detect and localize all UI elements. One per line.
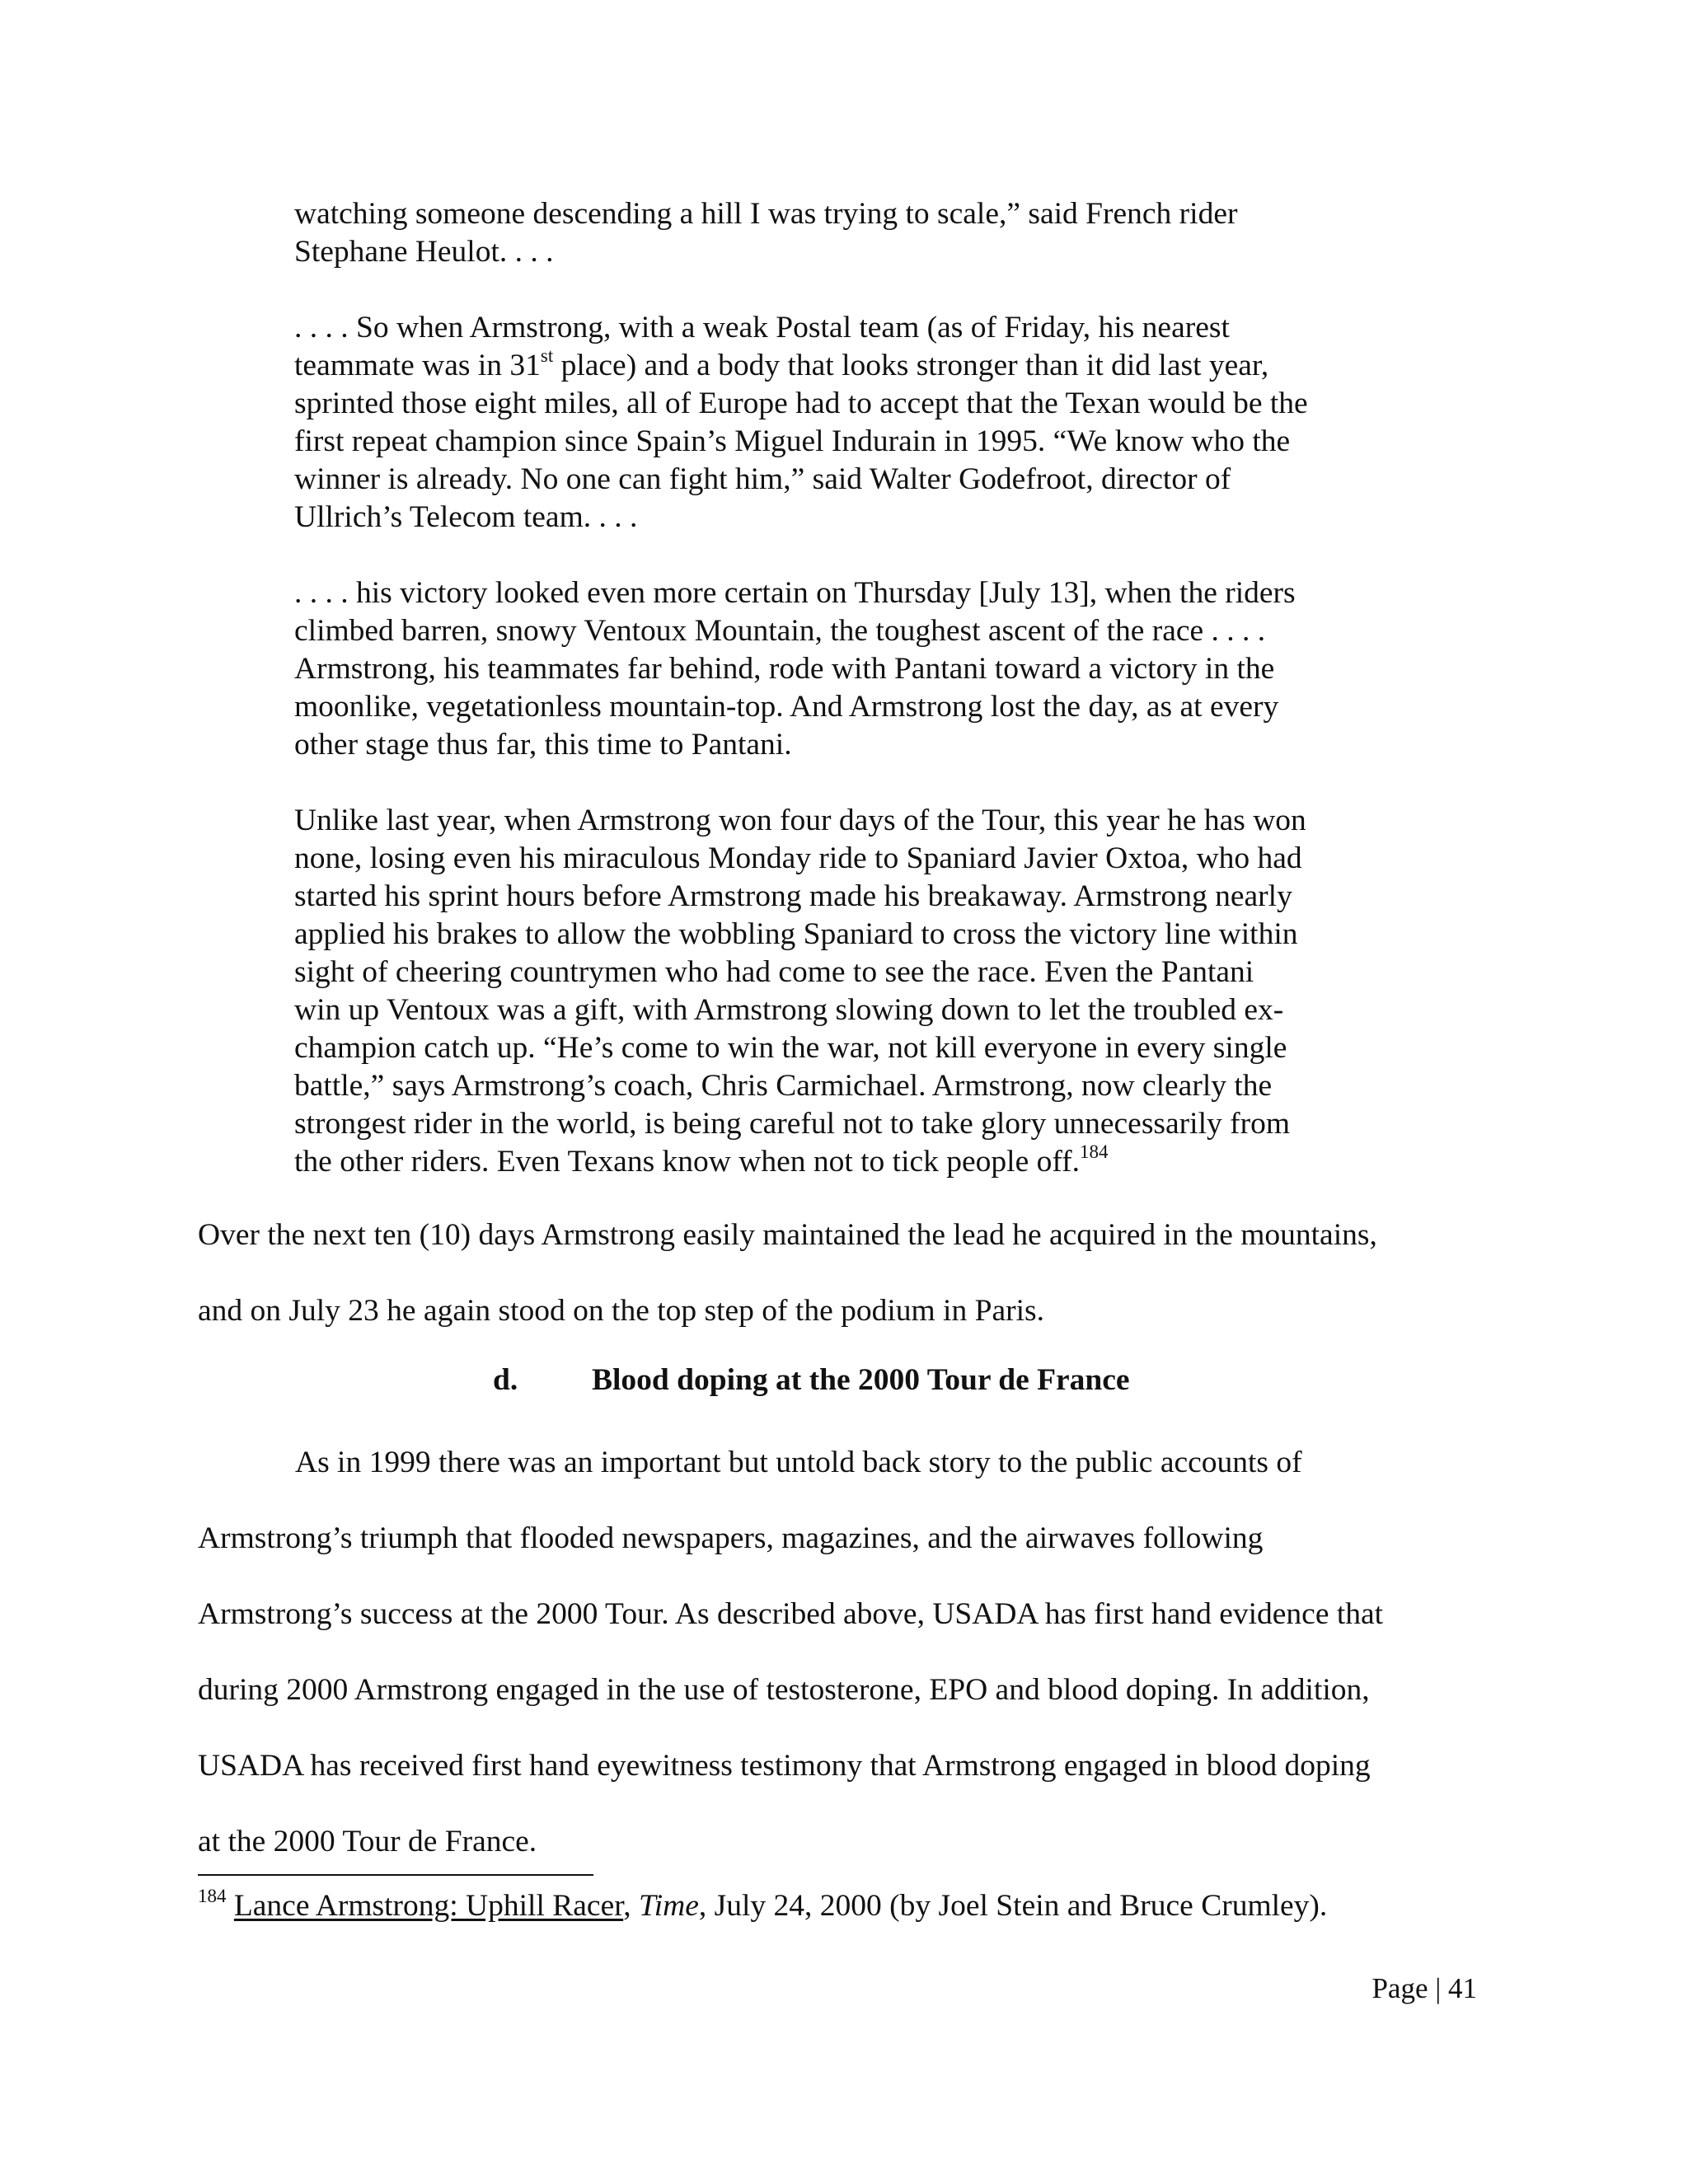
quote-line: Unlike last year, when Armstrong won four days of the Tour, this year he has won xyxy=(294,804,1306,837)
quote-line: started his sprint hours before Armstrong made his breakaway. Armstrong nearly xyxy=(294,879,1292,913)
section-heading xyxy=(493,1361,1130,1399)
quote-line: moonlike, vegetationless mountain-top. And Armstrong lost the day, as at every xyxy=(294,690,1279,724)
quote-line: sight of cheering countrymen who had come to see the race. Even the Pantani xyxy=(294,955,1254,989)
footnote-reference[interactable]: 184 xyxy=(1080,1141,1109,1162)
section-number: d. xyxy=(493,1363,518,1397)
quote-text: teammate was in 31 xyxy=(294,349,541,382)
block-quote-paragraph-2 xyxy=(294,309,1415,537)
page-number: Page | 41 xyxy=(1372,1972,1477,2004)
quote-line: Ullrich’s Telecom team. . . . xyxy=(294,500,638,534)
block-quote-paragraph-4 xyxy=(294,802,1415,1181)
quote-line-with-superscript xyxy=(294,344,1415,385)
footnote-text: , July 24, 2000 (by Joel Stein and Bruce Crumley). xyxy=(698,1889,1328,1923)
block-quote-paragraph-3 xyxy=(294,574,1415,764)
footnote-number: 184 xyxy=(198,1885,227,1906)
quote-line: winner is already. No one can fight him,” said Walter Godefroot, director of xyxy=(294,462,1231,496)
quote-line: strongest rider in the world, is being careful not to take glory unnecessarily from xyxy=(294,1107,1291,1141)
quote-line: other stage thus far, this time to Pantani. xyxy=(294,728,792,762)
quote-line: Armstrong, his teammates far behind, rode with Pantani toward a victory in the xyxy=(294,652,1275,686)
quote-line: climbed barren, snowy Ventoux Mountain, the toughest ascent of the race . . . . xyxy=(294,614,1266,648)
quote-line: none, losing even his miraculous Monday ride to Spaniard Javier Oxtoa, who had xyxy=(294,841,1302,875)
body-paragraph-1 xyxy=(198,1197,1517,1349)
quote-line: sprinted those eight miles, all of Europe had to accept that the Texan would be the xyxy=(294,387,1308,420)
quote-line: win up Ventoux was a gift, with Armstrong slowing down to let the troubled ex- xyxy=(294,993,1284,1027)
quote-line: . . . . So when Armstrong, with a weak Postal team (as of Friday, his nearest xyxy=(294,311,1230,344)
quote-line: battle,” says Armstrong’s coach, Chris Carmichael. Armstrong, now clearly the xyxy=(294,1069,1273,1103)
quote-line: . . . . his victory looked even more certain on Thursday [July 13], when the riders xyxy=(294,576,1296,610)
body-line: Over the next ten (10) days Armstrong easily maintained the lead he acquired in the mountains, xyxy=(198,1218,1377,1252)
footnote xyxy=(198,1887,1327,1925)
body-line: USADA has received first hand eyewitness testimony that Armstrong engaged in blood doping xyxy=(198,1749,1371,1783)
quote-line: watching someone descending a hill I was trying to scale,” said French rider xyxy=(294,197,1238,231)
body-paragraph-2 xyxy=(198,1425,1517,1880)
body-line: during 2000 Armstrong engaged in the use of testosterone, EPO and blood doping. In addition, xyxy=(198,1673,1370,1707)
body-line: Armstrong’s triumph that flooded newspapers, magazines, and the airwaves following xyxy=(198,1521,1264,1555)
quote-text: place) and a body that looks stronger than it did last year, xyxy=(553,349,1269,382)
quote-line: Stephane Heulot. . . . xyxy=(294,235,554,269)
footnote-article-title: Lance Armstrong: Uphill Racer xyxy=(233,1889,624,1923)
footnote-text: , xyxy=(623,1889,639,1923)
ordinal-superscript: st xyxy=(540,344,554,366)
quote-line: champion catch up. “He’s come to win the war, not kill everyone in every single xyxy=(294,1031,1287,1065)
body-line: Armstrong’s success at the 2000 Tour. As described above, USADA has first hand evidence that xyxy=(198,1597,1384,1631)
footnote-separator xyxy=(198,1874,593,1876)
quote-text: the other riders. Even Texans know when not to tick people off. xyxy=(294,1145,1081,1179)
section-title: Blood doping at the 2000 Tour de France xyxy=(592,1363,1130,1397)
body-line: As in 1999 there was an important but untold back story to the public accounts of xyxy=(295,1446,1302,1479)
footnote-publication: Time xyxy=(638,1889,699,1923)
quote-line: first repeat champion since Spain’s Miguel Indurain in 1995. “We know who the xyxy=(294,424,1291,458)
quote-line: applied his brakes to allow the wobbling Spaniard to cross the victory line within xyxy=(294,917,1298,951)
quote-line-with-footnote-ref xyxy=(294,1143,1415,1181)
body-line: and on July 23 he again stood on the top step of the podium in Paris. xyxy=(198,1294,1044,1328)
block-quote-paragraph-1 xyxy=(294,195,1415,271)
body-line: at the 2000 Tour de France. xyxy=(198,1825,537,1858)
